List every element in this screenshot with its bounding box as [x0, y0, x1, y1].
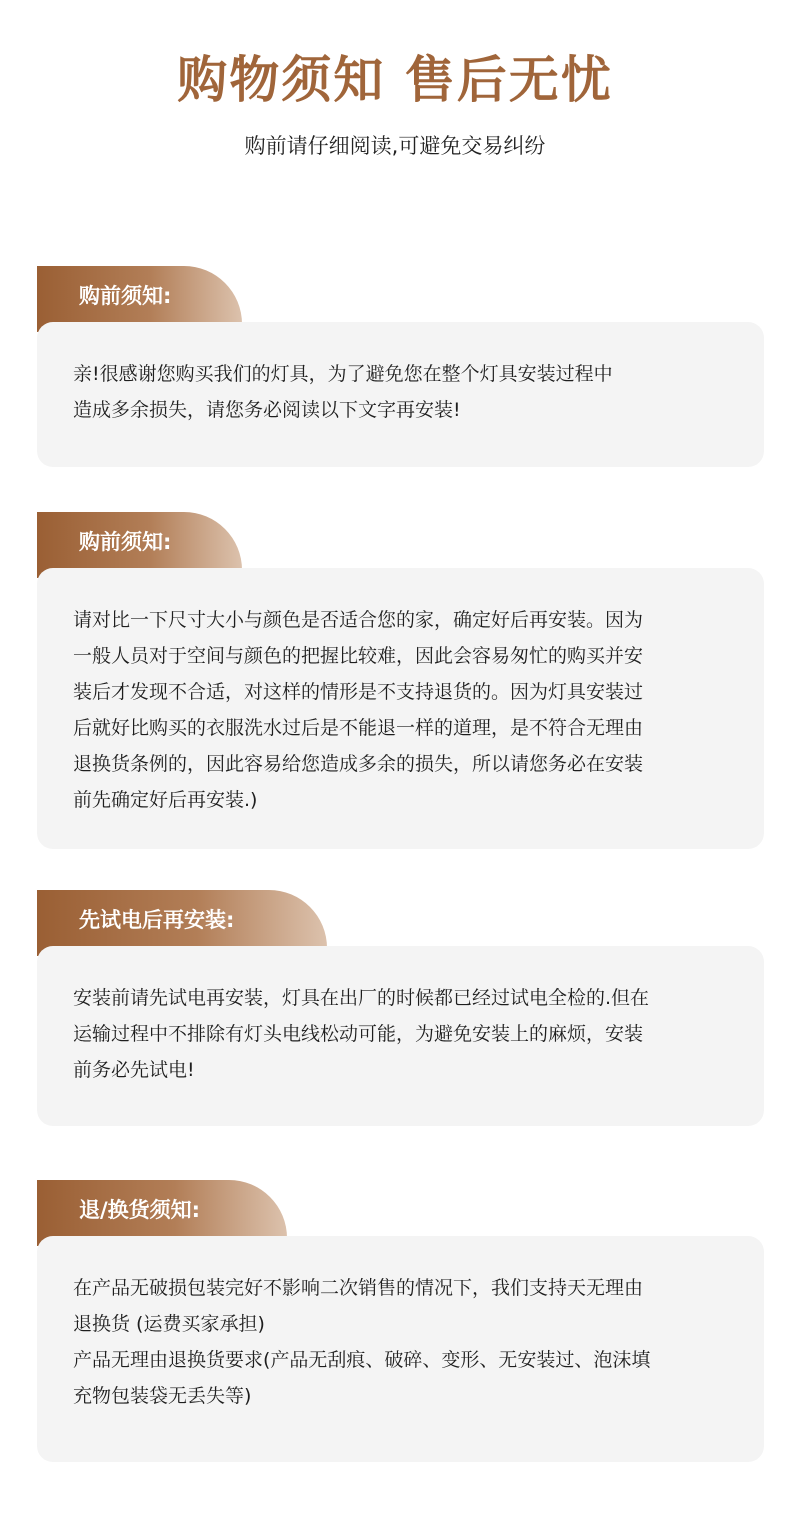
section-heading: 退/换货须知: — [79, 1198, 201, 1222]
body-line: 亲!很感谢您购买我们的灯具，为了避免您在整个灯具安装过程中 — [73, 363, 613, 385]
body-line: 安装前请先试电再安装，灯具在出厂的时候都已经过试电全检的.但在 — [73, 987, 650, 1009]
section-body — [73, 1270, 733, 1414]
body-line: 运输过程中不排除有灯头电线松动可能，为避免安装上的麻烦，安装 — [73, 1023, 644, 1045]
page-title: 购物须知 售后无忧 — [177, 51, 613, 109]
body-line: 装后才发现不合适，对这样的情形是不支持退货的。因为灯具安装过 — [73, 681, 644, 703]
section-card — [37, 568, 764, 849]
body-line: 一般人员对于空间与颜色的把握比较难，因此会容易匆忙的购买并安 — [73, 645, 644, 667]
body-line: 退换货条例的，因此容易给您造成多余的损失，所以请您务必在安装 — [73, 753, 644, 775]
body-line: 充物包装袋无丢失等) — [73, 1385, 252, 1407]
page-subtitle: 购前请仔细阅读,可避免交易纠纷 — [244, 134, 546, 158]
body-line: 造成多余损失，请您务必阅读以下文字再安装! — [73, 399, 461, 421]
body-line: 前务必先试电! — [73, 1059, 195, 1081]
section-body — [73, 980, 733, 1088]
section-heading: 先试电后再安装: — [79, 908, 235, 932]
section-body — [73, 602, 733, 818]
body-line: 后就好比购买的衣服洗水过后是不能退一样的道理，是不符合无理由 — [73, 717, 644, 739]
body-line: 产品无理由退换货要求(产品无刮痕、破碎、变形、无安装过、泡沫填 — [73, 1349, 651, 1371]
section-card — [37, 946, 764, 1126]
body-line: 请对比一下尺寸大小与颜色是否适合您的家，确定好后再安装。因为 — [73, 609, 644, 631]
body-line: 在产品无破损包装完好不影响二次销售的情况下，我们支持天无理由 — [73, 1277, 644, 1299]
section-card — [37, 322, 764, 467]
body-line: 退换货 (运费买家承担) — [73, 1313, 265, 1335]
section-heading: 购前须知: — [79, 284, 172, 308]
section-body — [73, 356, 733, 428]
section-card — [37, 1236, 764, 1462]
body-line: 前先确定好后再安装.) — [73, 789, 258, 811]
section-heading: 购前须知: — [79, 530, 172, 554]
